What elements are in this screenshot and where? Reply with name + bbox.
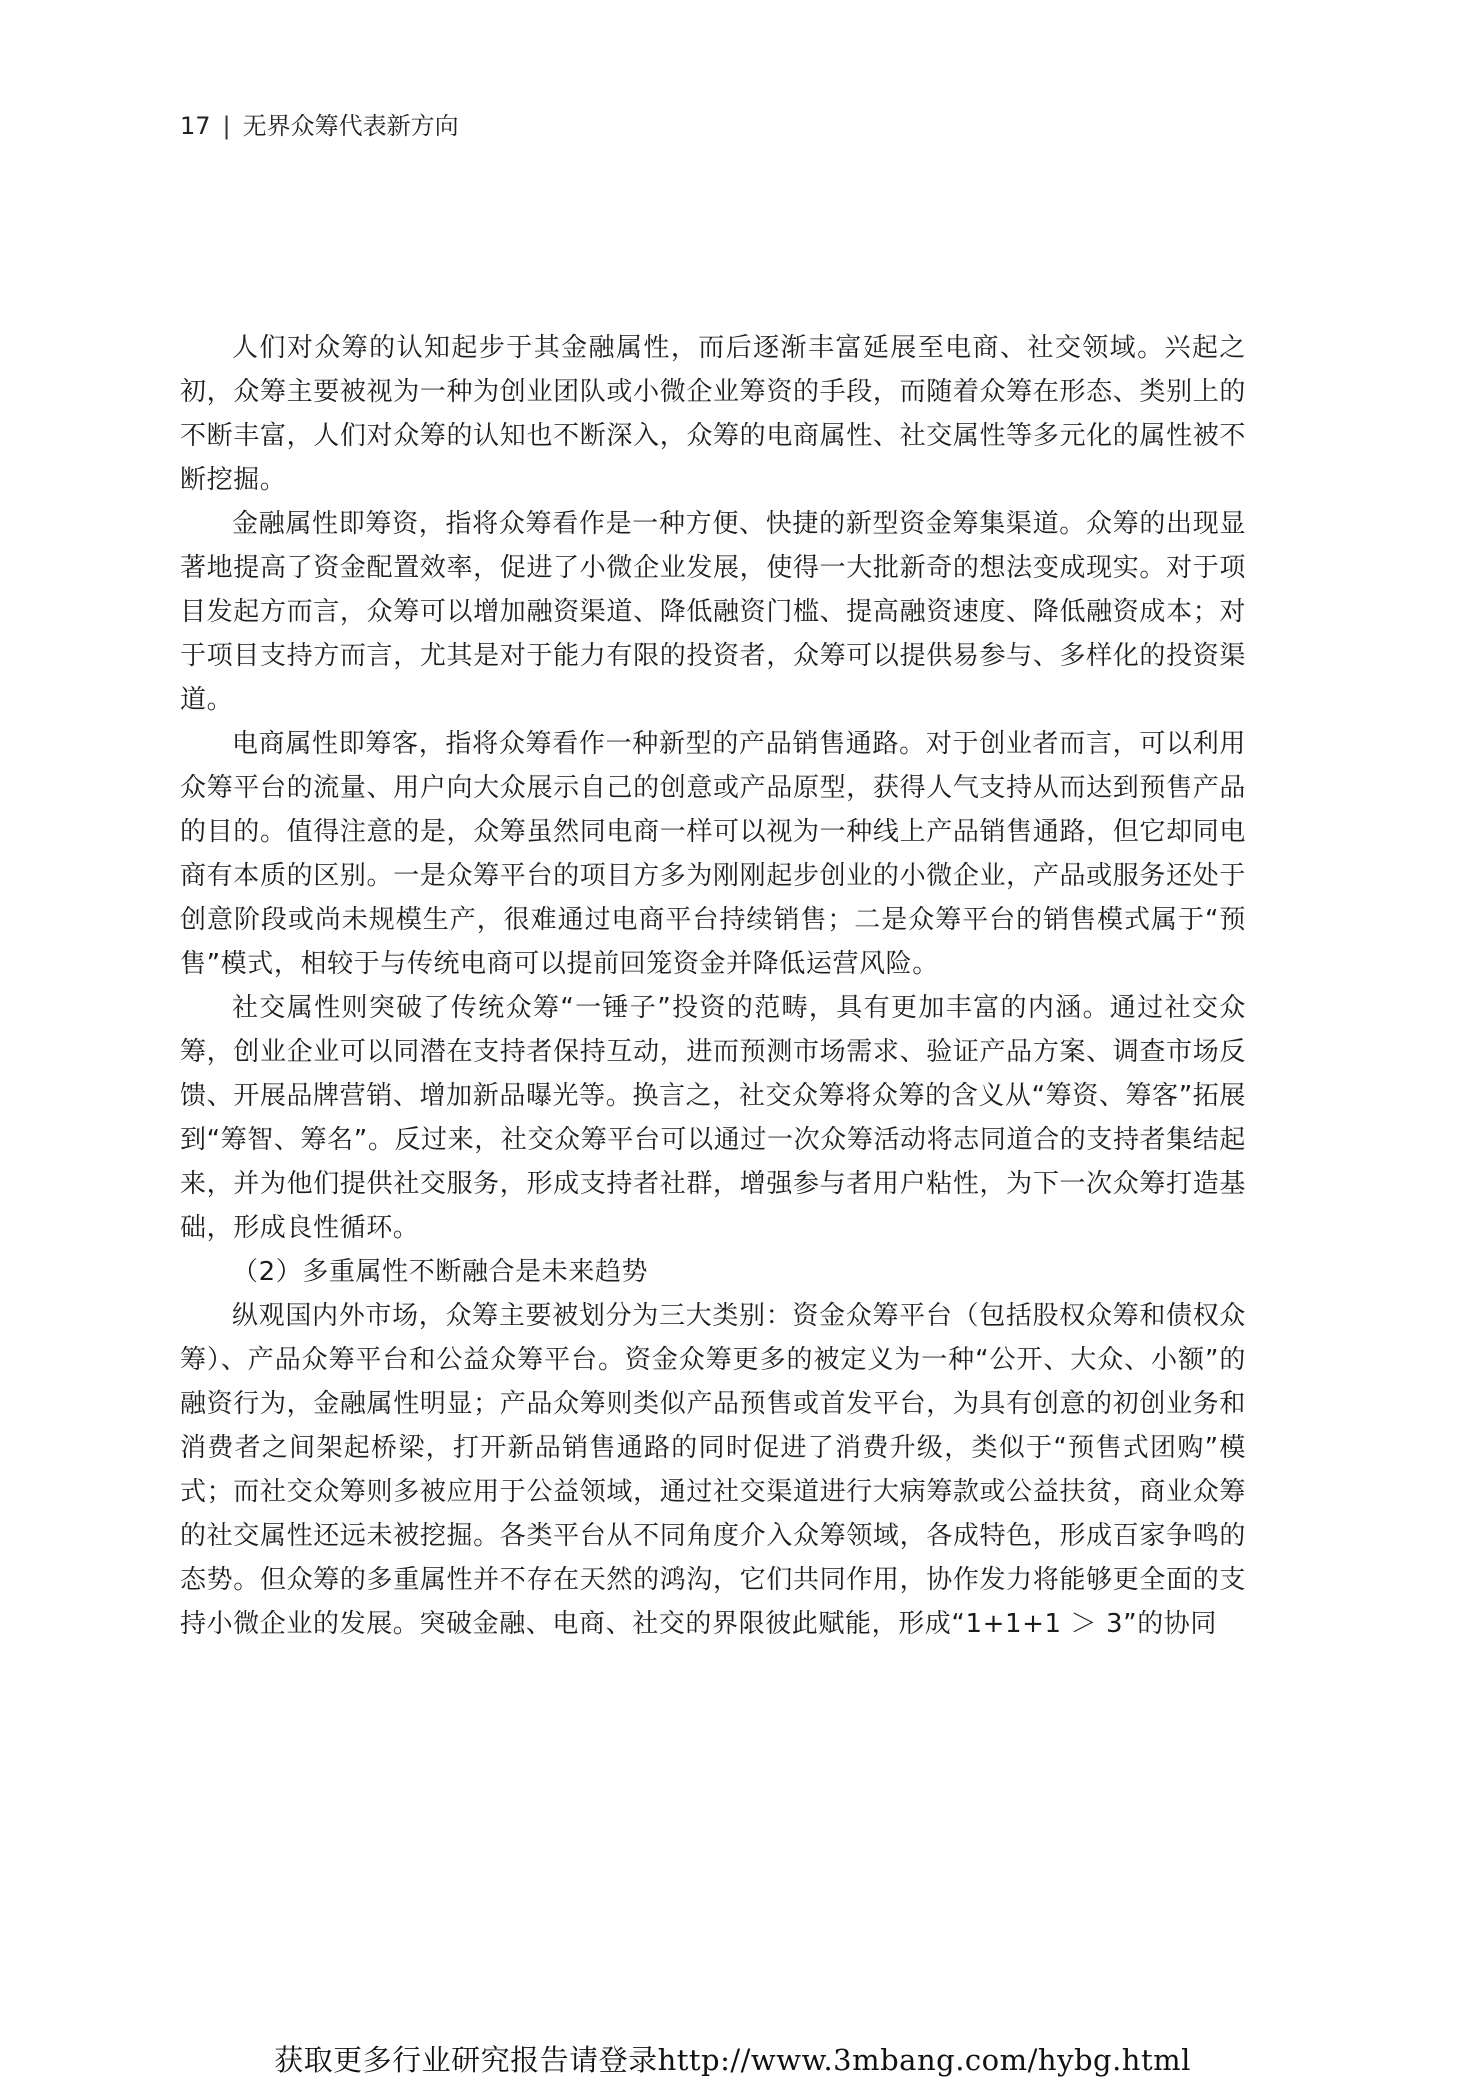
paragraph-financial-attribute: 金融属性即筹资，指将众筹看作是一种方便、快捷的新型资金筹集渠道。众筹的出现显著地提高了资金配置效率，促进了小微企业发展，使得一大批新奇的想法变成现实。对于项目发起方而言，众筹可以增加融资渠道、降低融资门槛、提高融资速度、降低融资成本；对于项目支持方而言，尤其是对于能力有限的投资者，众筹可以提供易参与、多样化的投资渠道。 <box>180 509 1246 715</box>
page-number: 17 <box>180 112 211 140</box>
section-title: 无界众筹代表新方向 <box>242 112 459 140</box>
body-text <box>180 326 1246 1646</box>
paragraph-intro: 人们对众筹的认知起步于其金融属性，而后逐渐丰富延展至电商、社交领域。兴起之初，众筹主要被视为一种为创业团队或小微企业筹资的手段，而随着众筹在形态、类别上的不断丰富，人们对众筹的认知也不断深入，众筹的电商属性、社交属性等多元化的属性被不断挖掘。 <box>180 333 1246 495</box>
paragraph-ecommerce-attribute: 电商属性即筹客，指将众筹看作一种新型的产品销售通路。对于创业者而言，可以利用众筹平台的流量、用户向大众展示自己的创意或产品原型，获得人气支持从而达到预售产品的目的。值得注意的是，众筹虽然同电商一样可以视为一种线上产品销售通路，但它却同电商有本质的区别。一是众筹平台的项目方多为刚刚起步创业的小微企业，产品或服务还处于创意阶段或尚未规模生产，很难通过电商平台持续销售；二是众筹平台的销售模式属于“预售”模式，相较于与传统电商可以提前回笼资金并降低运营风险。 <box>180 729 1246 979</box>
paragraph-market-overview: 纵观国内外市场，众筹主要被划分为三大类别：资金众筹平台（包括股权众筹和债权众筹）、产品众筹平台和公益众筹平台。资金众筹更多的被定义为一种“公开、大众、小额”的融资行为，金融属性明显；产品众筹则类似产品预售或首发平台，为具有创意的初创业务和消费者之间架起桥梁，打开新品销售通路的同时促进了消费升级，类似于“预售式团购”模式；而社交众筹则多被应用于公益领域，通过社交渠道进行大病筹款或公益扶贫，商业众筹的社交属性还远未被挖掘。各类平台从不同角度介入众筹领域，各成特色，形成百家争鸣的态势。但众筹的多重属性并不存在天然的鸿沟，它们共同作用，协作发力将能够更全面的支持小微企业的发展。突破金融、电商、社交的界限彼此赋能，形成“1+1+1 ＞ 3”的协同 <box>180 1301 1246 1639</box>
footer-link-note: 获取更多行业研究报告请登录http://www.3mbang.com/hybg.html <box>274 2043 1191 2077</box>
section-heading: （2）多重属性不断融合是未来趋势 <box>232 1257 649 1287</box>
running-header <box>180 108 459 144</box>
paragraph-social-attribute: 社交属性则突破了传统众筹“一锤子”投资的范畴，具有更加丰富的内涵。通过社交众筹，创业企业可以同潜在支持者保持互动，进而预测市场需求、验证产品方案、调查市场反馈、开展品牌营销、增加新品曝光等。换言之，社交众筹将众筹的含义从“筹资、筹客”拓展到“筹智、筹名”。反过来，社交众筹平台可以通过一次众筹活动将志同道合的支持者集结起来，并为他们提供社交服务，形成支持者社群，增强参与者用户粘性，为下一次众筹打造基础，形成良性循环。 <box>180 993 1246 1243</box>
header-separator: | <box>222 112 231 140</box>
